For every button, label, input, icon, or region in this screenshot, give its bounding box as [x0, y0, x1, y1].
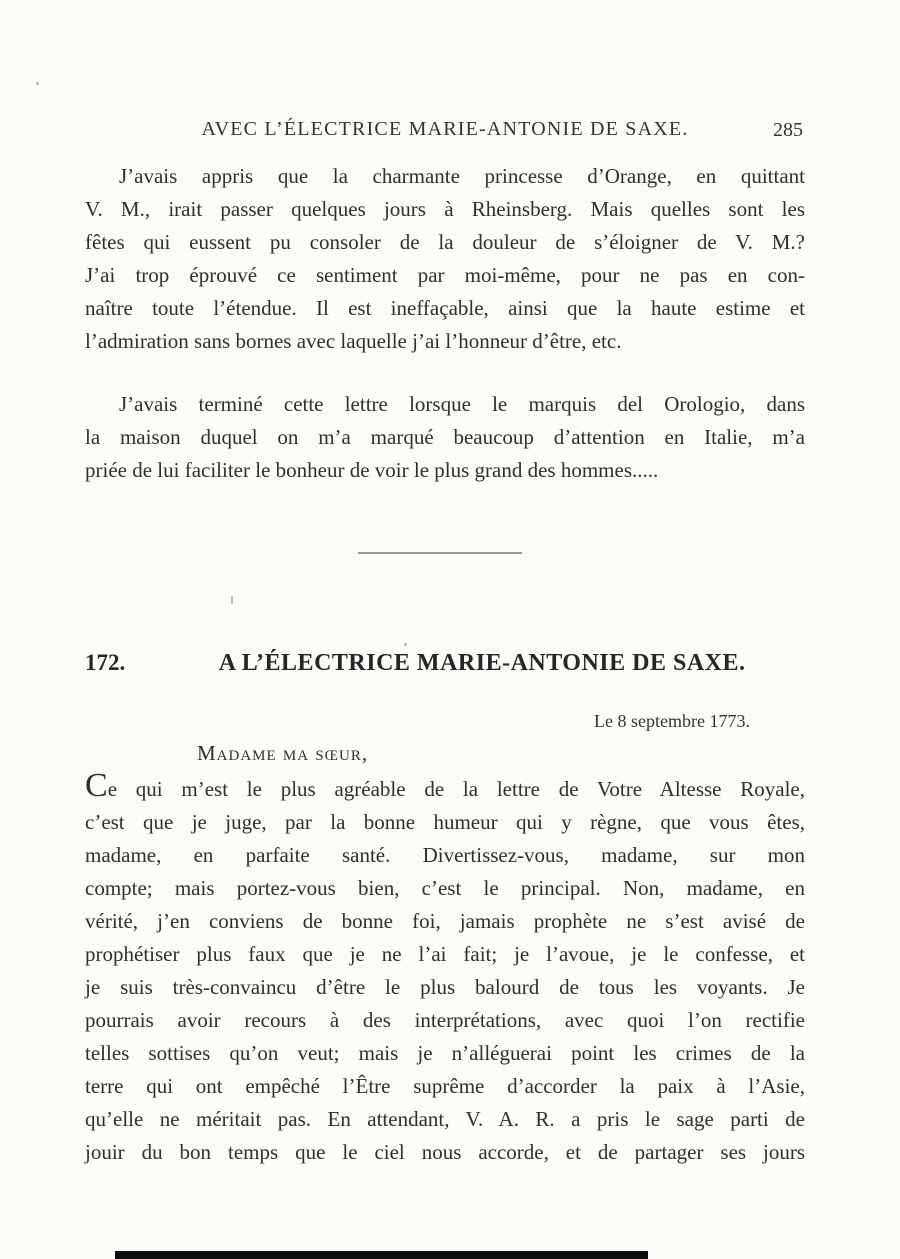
text-line: c’est que je juge, par la bonne humeur qui y règne, que vous êtes, — [85, 810, 805, 834]
scan-speck — [36, 82, 39, 85]
text-line: fêtes qui eussent pu consoler de la douleur de s’éloigner de V. M.? — [85, 230, 805, 254]
letter-closing-paragraph — [85, 160, 805, 358]
letter-date: Le 8 septembre 1773. — [594, 711, 750, 731]
text-line: pourrais avoir recours à des interprétations, avec quoi l’on rectifie — [85, 1008, 805, 1032]
text-line: compte; mais portez-vous bien, c’est le principal. Non, madame, en — [85, 876, 805, 900]
section-divider — [358, 552, 522, 554]
text-line: l’admiration sans bornes avec laquelle j’ai l’honneur d’être, etc. — [85, 329, 622, 353]
letter-body-paragraph — [85, 767, 805, 1169]
text-line: J’ai trop éprouvé ce sentiment par moi-même, pour ne pas en con- — [85, 263, 805, 287]
text-line: vérité, j’en conviens de bonne foi, jamais prophète ne s’est avisé de — [85, 909, 805, 933]
letter-title: A L’ÉLECTRICE MARIE-ANTONIE DE SAXE. — [218, 650, 746, 676]
letter-number: 172. — [85, 650, 126, 675]
text-line: prophétiser plus faux que je ne l’ai fait; je l’avoue, je le confesse, et — [85, 942, 805, 966]
text-line: jouir du bon temps que le ciel nous accorde, et de partager ses jours — [85, 1140, 805, 1164]
running-title: AVEC L’ÉLECTRICE MARIE-ANTONIE DE SAXE. — [201, 118, 689, 140]
running-header — [85, 118, 805, 148]
text-line: V. M., irait passer quelques jours à Rheinsberg. Mais quelles sont les — [85, 197, 805, 221]
text-line: madame, en parfaite santé. Divertissez-vous, madame, sur mon — [85, 843, 805, 867]
page-number: 285 — [773, 119, 803, 141]
text-line: telles sottises qu’on veut; mais je n’alléguerai point les crimes de la — [85, 1041, 805, 1065]
text-line: naître toute l’étendue. Il est ineffaçable, ainsi que la haute estime et — [85, 296, 805, 320]
scan-artifact-bar — [115, 1251, 648, 1259]
text-line: terre qui ont empêché l’Être suprême d’accorder la paix à l’Asie, — [85, 1074, 805, 1098]
text-line: je suis très-convaincu d’être le plus balourd de tous les voyants. Je — [85, 975, 805, 999]
letter-postscript-paragraph — [85, 388, 805, 487]
text-line: qu’elle ne méritait pas. En attendant, V. A. R. a pris le sage parti de — [85, 1107, 805, 1131]
letter-salutation: Madame ma sœur, — [197, 741, 369, 765]
scan-speck — [404, 643, 407, 646]
text-line: J’avais terminé cette lettre lorsque le marquis del Orologio, dans — [119, 392, 805, 416]
text-line: la maison duquel on m’a marqué beaucoup d’attention en Italie, m’a — [85, 425, 805, 449]
letter-heading — [85, 650, 805, 677]
text-line: J’avais appris que la charmante princesse d’Orange, en quittant — [119, 164, 805, 188]
text-line: Ce qui m’est le plus agréable de la lettre de Votre Altesse Royale, — [85, 767, 805, 804]
text-line: priée de lui faciliter le bonheur de voir le plus grand des hommes..... — [85, 458, 659, 482]
scan-speck — [231, 596, 233, 604]
